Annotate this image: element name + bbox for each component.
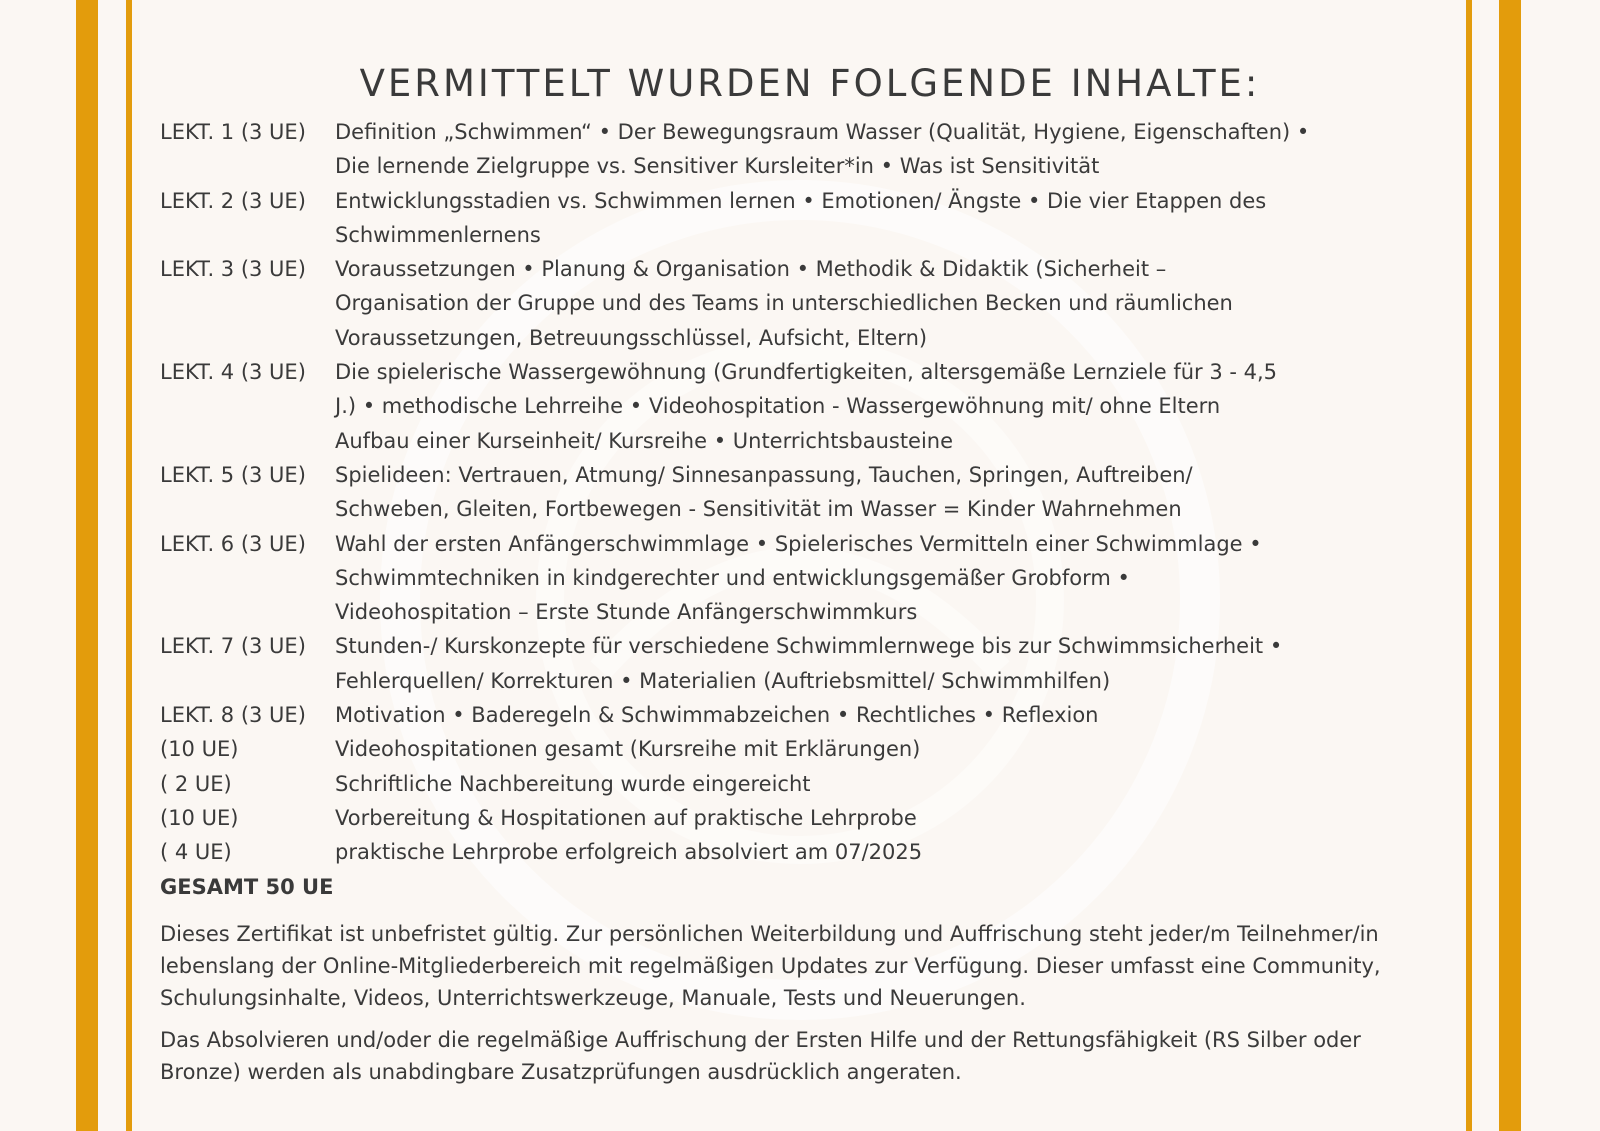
lesson-description — [335, 355, 1450, 458]
lesson-line: Spielideen: Vertrauen, Atmung/ Sinnesanpassung, Tauchen, Springen, Auftreiben/ — [335, 462, 1193, 487]
lesson-line: Die lernende Zielgruppe vs. Sensitiver Kursleiter*in • Was ist Sensitivität — [335, 154, 1100, 179]
lesson-row — [160, 767, 1450, 801]
lesson-line: Videohospitation – Erste Stunde Anfängerschwimmkurs — [335, 600, 918, 625]
first-aid-note: Das Absolvieren und/oder die regelmäßige Auffrischung der Ersten Hilfe und der Rettungsfähigkeit (RS Silber oder Bronze) werden als unabdingbare Zusatzprüfungen ausdrücklich angeraten. — [160, 1027, 1361, 1084]
certificate-content — [160, 62, 1450, 1098]
lesson-code: LEKT. 3 (3 UE) — [160, 257, 306, 282]
frame-bar-inner-right — [1466, 0, 1472, 1131]
lesson-row — [160, 355, 1450, 458]
lesson-code: ( 2 UE) — [160, 771, 232, 796]
lesson-description — [335, 527, 1450, 630]
lesson-line: Fehlerquellen/ Korrekturen • Materialien (Auftriebsmittel/ Schwimmhilfen) — [335, 668, 1111, 693]
lesson-description — [335, 732, 1450, 766]
lesson-row — [160, 801, 1450, 835]
lesson-code: LEKT. 7 (3 UE) — [160, 634, 306, 659]
lesson-row — [160, 184, 1450, 253]
lesson-row — [160, 835, 1450, 869]
lesson-row — [160, 732, 1450, 766]
lesson-description — [335, 115, 1450, 184]
lesson-description — [335, 835, 1450, 869]
lesson-line: Organisation der Gruppe und des Teams in unterschiedlichen Becken und räumlichen — [335, 291, 1233, 316]
lesson-line: Wahl der ersten Anfängerschwimmlage • Spielerisches Vermitteln einer Schwimmlage • — [335, 531, 1262, 556]
total-hours: GESAMT 50 UE — [160, 874, 334, 899]
lesson-code: ( 4 UE) — [160, 840, 232, 865]
lesson-line: Schriftliche Nachbereitung wurde eingereicht — [335, 771, 811, 796]
lesson-description — [335, 801, 1450, 835]
lesson-line: J.) • methodische Lehrreihe • Videohospitation - Wassergewöhnung mit/ ohne Eltern — [335, 394, 1221, 419]
lesson-code: LEKT. 6 (3 UE) — [160, 531, 306, 556]
lesson-line: Voraussetzungen, Betreuungsschlüssel, Aufsicht, Eltern) — [335, 325, 928, 350]
lesson-line: Schwimmenlernens — [335, 222, 541, 247]
validity-note: Dieses Zertifikat ist unbefristet gültig. Zur persönlichen Weiterbildung und Auffrischung steht jeder/m Teilnehmer/in lebenslang der Online-Mitgliederbereich mit regelmäßigen Updates zur Verfügung. Dieser umfasst eine Community, Schulungsinhalte, Videos, Unterrichtswerkzeuge, Manuale, Tests und Neuerungen. — [160, 921, 1381, 1010]
lesson-line: Schweben, Gleiten, Fortbewegen - Sensitivität im Wasser = Kinder Wahrnehmen — [335, 497, 1182, 522]
lesson-line: Motivation • Baderegeln & Schwimmabzeichen • Rechtliches • Reflexion — [335, 703, 1099, 728]
lesson-code: LEKT. 2 (3 UE) — [160, 188, 306, 213]
lesson-list — [160, 115, 1450, 870]
lesson-row — [160, 458, 1450, 527]
lesson-line: Definition „Schwimmen“ • Der Bewegungsraum Wasser (Qualität, Hygiene, Eigenschaften) • — [335, 120, 1310, 144]
lesson-description — [335, 698, 1450, 732]
lesson-row — [160, 252, 1450, 355]
lesson-line: Aufbau einer Kurseinheit/ Kursreihe • Unterrichtsbausteine — [335, 428, 954, 453]
lesson-line: Die spielerische Wassergewöhnung (Grundfertigkeiten, altersgemäße Lernziele für 3 - 4,5 — [335, 360, 1278, 385]
lesson-code: LEKT. 5 (3 UE) — [160, 462, 306, 487]
lesson-description — [335, 184, 1450, 253]
lesson-line: Stunden-/ Kurskonzepte für verschiedene Schwimmlernwege bis zur Schwimmsicherheit • — [335, 634, 1283, 659]
frame-bar-outer-right — [1499, 0, 1521, 1131]
lesson-description — [335, 458, 1450, 527]
lesson-code: LEKT. 8 (3 UE) — [160, 703, 306, 728]
lesson-line: Voraussetzungen • Planung & Organisation • Methodik & Didaktik (Sicherheit – — [335, 257, 1167, 282]
lesson-description — [335, 629, 1450, 698]
lesson-code: (10 UE) — [160, 805, 239, 830]
lesson-line: Vorbereitung & Hospitationen auf praktische Lehrprobe — [335, 805, 917, 830]
frame-bar-inner-left — [126, 0, 132, 1131]
lesson-line: Schwimmtechniken in kindgerechter und entwicklungsgemäßer Grobform • — [335, 565, 1130, 590]
lesson-row — [160, 115, 1450, 184]
lesson-row — [160, 629, 1450, 698]
certificate-notes — [160, 918, 1450, 1088]
lesson-code: (10 UE) — [160, 737, 239, 762]
page-title: VERMITTELT WURDEN FOLGENDE INHALTE: — [359, 62, 1261, 105]
lesson-description — [335, 767, 1450, 801]
lesson-description — [335, 252, 1450, 355]
frame-bar-outer-left — [76, 0, 98, 1131]
lesson-code: LEKT. 1 (3 UE) — [160, 120, 306, 144]
lesson-row — [160, 527, 1450, 630]
lesson-row — [160, 698, 1450, 732]
lesson-line: praktische Lehrprobe erfolgreich absolviert am 07/2025 — [335, 840, 923, 865]
lesson-line: Entwicklungsstadien vs. Schwimmen lernen • Emotionen/ Ängste • Die vier Etappen des — [335, 188, 1267, 213]
lesson-line: Videohospitationen gesamt (Kursreihe mit Erklärungen) — [335, 737, 921, 762]
lesson-code: LEKT. 4 (3 UE) — [160, 360, 306, 385]
